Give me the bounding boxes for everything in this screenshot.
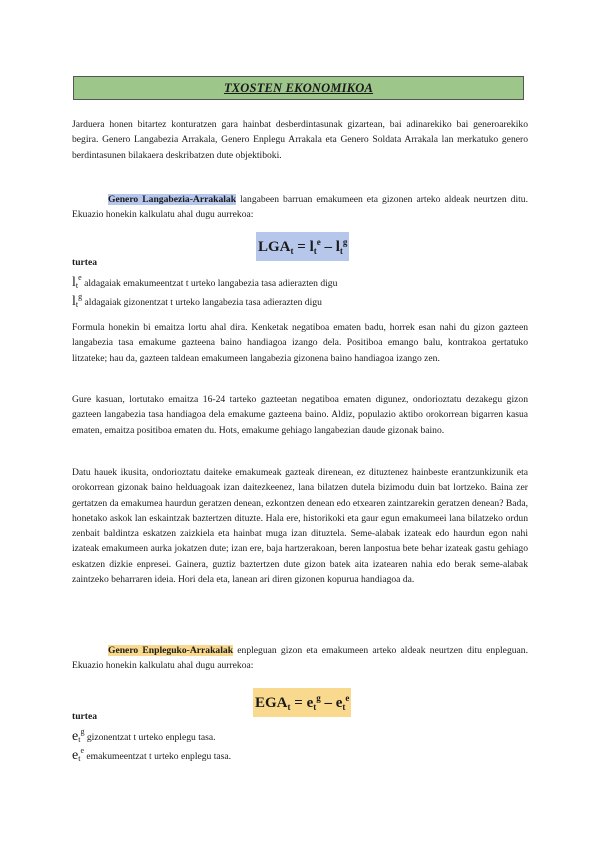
section2-term: Genero Enpleguko-Arrakalak — [108, 645, 234, 656]
section1-where-label: turtea — [72, 257, 98, 268]
section1-variable-2 — [72, 289, 322, 313]
variable-description: aldagaiak emakumeentzat t urteko langabezia tasa adierazten digu — [84, 278, 338, 289]
variable-symbol: $e_t^e$ — [72, 746, 85, 763]
section1-term: Genero Langabezia-Arrakalak — [108, 194, 237, 205]
document-title: TXOSTEN EKONOMIKOA — [223, 80, 374, 95]
variable-description: aldagaiak gizonentzat t urteko langabezia tasa adierazten digu — [84, 297, 322, 308]
lga-formula: $LGA_t = l_t^e - l_t^g$ — [256, 232, 349, 261]
variable-symbol: $e_t^g$ — [72, 727, 85, 744]
ega-formula: $EGA_t = e_t^g - e_t^e$ — [253, 688, 351, 717]
section1-lead-text: langabeen barruan emakumeen eta gizonen arteko aldeak neurtzen ditu. Ekuazio honekin kalkulatu ahal dugu aurrekoa: — [72, 194, 528, 221]
section2-where-label: turtea — [72, 711, 98, 722]
section1-paragraph-2: Gure kasuan, lortutako emaitza 16-24 tarteko gazteetan negatiboa ematen digunez, ondorioztatu dezakegu gizon gazteen langabezia tasa handiagoa dela emakume gazteena baino. Aldiz, populazio aktibo orokorrean bigarren kasua ematen, emaitza positiboa ematen du. Hots, emakume gehiago langabezian daude gizonak baino. — [72, 394, 528, 436]
variable-symbol: $l_t^e$ — [72, 273, 82, 290]
intro-paragraph: Jarduera honen bitartez konturatzen gara hainbat desberdintasunak gizartean, bai adinarekiko bai generoarekiko begira. Genero Langabezia Arrakala, Genero Enplegu Arrakala eta Genero Soldata Arrakala lan merkatuko genero berdintasunen bilakaera deskribatzen dute objektiboki. — [72, 119, 528, 161]
section1-lead — [72, 192, 528, 223]
section1-paragraph-3: Datu hauek ikusita, ondorioztatu daiteke emakumeak gazteak direnean, ez dituztenez hainbeste erantzunkizunik eta orokorrean gizonak baino helduagoak izan daitezkeenez, lana bilatzen dutela bizimodu duin bat lortzeko. Baina zer gertatzen da emakumea haurdun geratzen denean, ezkontzen denean edo etxearen zaintzarekin geratzen denean? Bada, honetako askok lan eskaintzak baztertzen dituzte. Hala ere, historikoki eta gaur egun emakumeei lana bilatzeko ordun zenbait baldintza eskatzen zaizkiela eta hainbat muga izan dituztela. Seme-alabak izateak edo haurdun egon nahi izateak emakumeen aurka jokatzen dute; izan ere, baja hartzerakoan, beren lanpostua bete behar izateak gastu gehiago eskatzen dizkie enpresei. Gainera, guztiz baztertzen dute gizon batek aita izatearen nahia edo berak seme-alabak zaintzeko beharraren ideia. Hori dela eta, lanean ari diren gizonen kopurua handiagoa da. — [72, 467, 528, 586]
section2-lead — [72, 643, 528, 674]
section1-paragraph-1: Formula honekin bi emaitza lortu ahal dira. Kenketak negatiboa ematen badu, horrek esan nahi du gizon gazteen langabezia tasa emakume gazteena baino handiagoa izango dela. Positiboa emango balu, kontrakoa gertatuko litzateke; hau da, gazteen taldean emakumeen langabezia gizonena baino handiagoa izango zen. — [72, 322, 528, 364]
variable-description: emakumeentzat t urteko enplegu tasa. — [84, 751, 232, 762]
title-banner — [73, 76, 524, 100]
variable-symbol: $l_t^g$ — [72, 292, 83, 309]
variable-description: gizonentzat t urteko enplegu tasa. — [84, 732, 216, 743]
section2-variable-2 — [72, 743, 231, 767]
section2-lead-text: enpleguan gizon eta emakumeen arteko aldeak neurtzen ditu enpleguan. Ekuazio honekin kalkulatu ahal dugu aurrekoa: — [72, 645, 528, 672]
